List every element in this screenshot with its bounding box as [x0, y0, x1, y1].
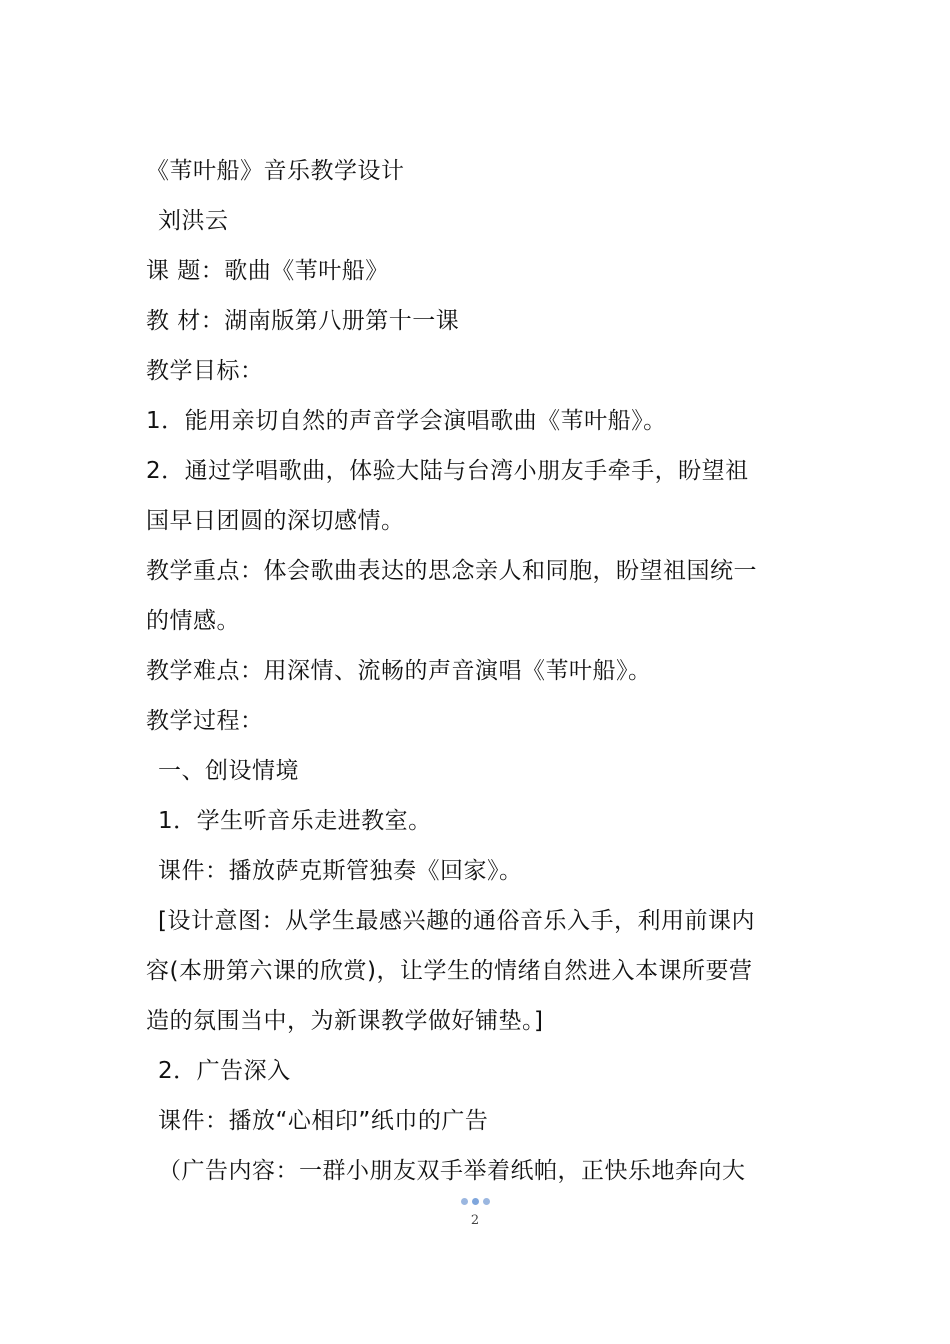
- lesson-material: 教 材：湖南版第八册第十一课: [146, 308, 460, 334]
- section-heading-objectives: 教学目标：: [146, 358, 264, 384]
- page-footer-dots: [0, 1198, 950, 1205]
- step-heading-1: 一、创设情境: [158, 758, 299, 784]
- objective-2-line-1: 2．通过学唱歌曲，体验大陆与台湾小朋友手牵手，盼望祖: [146, 458, 749, 484]
- footer-dot-icon: [472, 1198, 479, 1205]
- key-point-line-2: 的情感。: [146, 608, 240, 634]
- footer-dot-icon: [483, 1198, 490, 1205]
- document-title: 《苇叶船》音乐教学设计: [146, 158, 405, 184]
- difficult-point: 教学难点：用深情、流畅的声音演唱《苇叶船》。: [146, 658, 652, 684]
- step-1-courseware: 课件：播放萨克斯管独奏《回家》。: [158, 858, 523, 884]
- step-1-item-2: 2．广告深入: [158, 1058, 291, 1084]
- design-intent-line-2: 容(本册第六课的欣赏)，让学生的情绪自然进入本课所要营: [146, 958, 753, 984]
- footer-dot-icon: [461, 1198, 468, 1205]
- design-intent-line-1: [设计意图：从学生最感兴趣的通俗音乐入手，利用前课内: [158, 908, 755, 934]
- document-body: [146, 146, 826, 1196]
- section-heading-process: 教学过程：: [146, 708, 264, 734]
- ad-content-line-1: （广告内容：一群小朋友双手举着纸帕，正快乐地奔向大: [158, 1158, 746, 1184]
- step-1-item-1: 1．学生听音乐走进教室。: [158, 808, 432, 834]
- design-intent-line-3: 造的氛围当中，为新课教学做好铺垫。]: [146, 1008, 544, 1034]
- objective-1: 1．能用亲切自然的声音学会演唱歌曲《苇叶船》。: [146, 408, 667, 434]
- key-point-line-1: 教学重点：体会歌曲表达的思念亲人和同胞，盼望祖国统一: [146, 558, 757, 584]
- step-1-courseware-2: 课件：播放“心相印”纸巾的广告: [158, 1108, 489, 1134]
- author-name: 刘洪云: [158, 208, 229, 234]
- objective-2-line-2: 国早日团圆的深切感情。: [146, 508, 405, 534]
- page-number: 2: [470, 1213, 480, 1228]
- lesson-topic: 课 题：歌曲《苇叶船》: [146, 258, 389, 284]
